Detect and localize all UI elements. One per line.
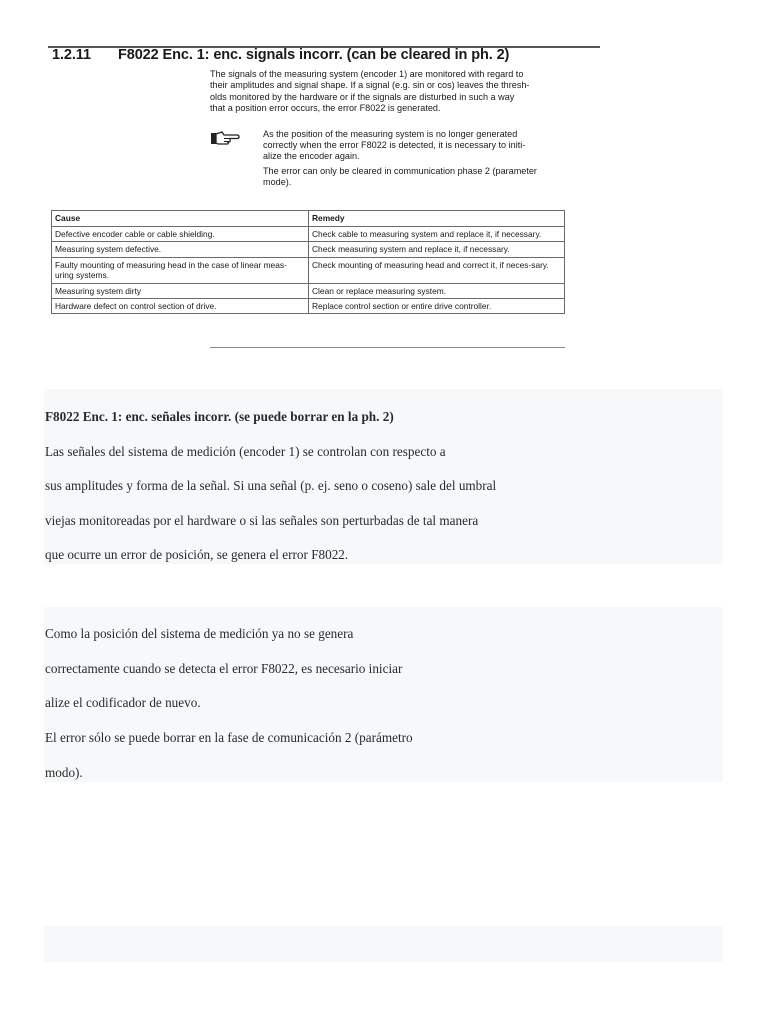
remedy-cell: Check measuring system and replace it, if necessary. xyxy=(309,242,565,257)
translation-line: viejas monitoreadas por el hardware o si las señales son perturbadas de tal manera xyxy=(45,513,479,528)
translation-block xyxy=(44,389,723,564)
intro-paragraph xyxy=(210,69,566,115)
translation-line: Como la posición del sistema de medición ya no se genera xyxy=(45,626,354,641)
column-header-cause: Cause xyxy=(52,211,309,227)
note-line: As the position of the measuring system is no longer generated xyxy=(263,129,518,139)
cause-remedy-table xyxy=(51,210,565,314)
table-row xyxy=(52,283,565,298)
remedy-cell: Check mounting of measuring head and correct it, if neces-sary. xyxy=(309,257,565,283)
table-header-row xyxy=(52,211,565,227)
cause-cell: Defective encoder cable or cable shielding. xyxy=(52,227,309,242)
section-title: F8022 Enc. 1: enc. signals incorr. (can be cleared in ph. 2) xyxy=(118,47,510,63)
pointing-hand-icon xyxy=(210,131,240,145)
note-paragraph xyxy=(263,129,567,188)
empty-translation-block xyxy=(44,926,723,962)
column-header-remedy: Remedy xyxy=(309,211,565,227)
section-number: 1.2.11 xyxy=(52,47,91,63)
cause-cell: Faulty mounting of measuring head in the case of linear meas-uring systems. xyxy=(52,257,309,283)
translation-line: que ocurre un error de posición, se genera el error F8022. xyxy=(45,547,349,562)
translation-line: correctamente cuando se detecta el error F8022, es necesario iniciar xyxy=(45,661,403,676)
table-row xyxy=(52,242,565,257)
remedy-cell: Replace control section or entire drive controller. xyxy=(309,299,565,314)
section-heading xyxy=(52,47,612,63)
table-row xyxy=(52,227,565,242)
cause-cell: Measuring system dirty xyxy=(52,283,309,298)
translation-title: F8022 Enc. 1: enc. señales incorr. (se puede borrar en la ph. 2) xyxy=(45,409,394,424)
note-line: mode). xyxy=(263,176,292,187)
intro-line: olds monitored by the hardware or if the signals are disturbed in such a way xyxy=(210,91,515,102)
table-row xyxy=(52,299,565,314)
cause-cell: Hardware defect on control section of drive. xyxy=(52,299,309,314)
note-line: The error can only be cleared in communication phase 2 (parameter xyxy=(263,165,537,176)
note-line: alize the encoder again. xyxy=(263,151,360,162)
translation-line: sus amplitudes y forma de la señal. Si una señal (p. ej. seno o coseno) sale del umbral xyxy=(45,478,497,493)
translation-block xyxy=(44,607,723,782)
translation-line: Las señales del sistema de medición (encoder 1) se controlan con respecto a xyxy=(45,444,446,459)
intro-line: The signals of the measuring system (encoder 1) are monitored with regard to xyxy=(210,69,524,79)
intro-line: that a position error occurs, the error F8022 is generated. xyxy=(210,103,441,114)
cause-cell: Measuring system defective. xyxy=(52,242,309,257)
translation-line: alize el codificador de nuevo. xyxy=(45,695,201,710)
translation-line: El error sólo se puede borrar en la fase de comunicación 2 (parámetro xyxy=(45,730,413,745)
intro-line: their amplitudes and signal shape. If a signal (e.g. sin or cos) leaves the thresh- xyxy=(210,80,530,91)
table-row xyxy=(52,257,565,283)
remedy-cell: Check cable to measuring system and replace it, if necessary. xyxy=(309,227,565,242)
translation-line: modo). xyxy=(45,765,83,780)
bottom-rule xyxy=(210,347,565,348)
remedy-cell: Clean or replace measuring system. xyxy=(309,283,565,298)
note-line: correctly when the error F8022 is detected, it is necessary to initi- xyxy=(263,140,526,151)
